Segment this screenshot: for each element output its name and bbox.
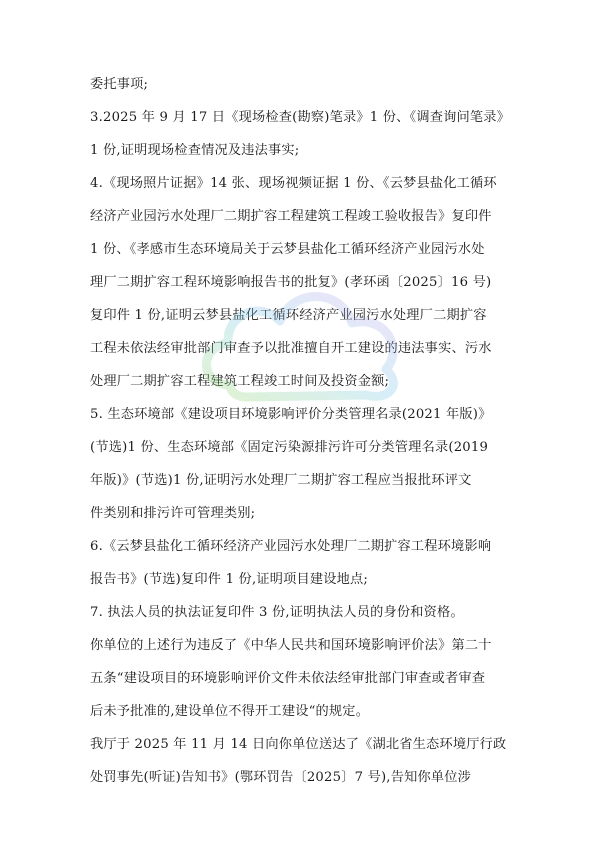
text-line: 处理厂二期扩容工程建筑工程竣工时间及投资金额; bbox=[90, 374, 390, 389]
text-line: 6.《云梦县盐化工循环经济产业园污水处理厂二期扩容工程环境影响 bbox=[90, 539, 492, 554]
text-line: 工程未依法经审批部门审查予以批准擅自开工建设的违法事实、污水 bbox=[90, 341, 492, 356]
text-line: 你单位的上述行为违反了《中华人民共和国环境影响评价法》第二十 bbox=[90, 638, 492, 653]
text-line: 年版)》(节选)1 份,证明污水处理厂二期扩容工程应当报批环评文 bbox=[90, 473, 472, 488]
text-line: (节选)1 份、生态环境部《固定污染源排污许可分类管理名录(2019 bbox=[90, 440, 489, 455]
text-line: 委托事项; bbox=[90, 77, 149, 92]
text-line: 5. 生态环境部《建设项目环境影响评价分类管理名录(2021 年版)》 bbox=[90, 407, 492, 422]
text-line: 4.《现场照片证据》14 张、现场视频证据 1 份、《云梦县盐化工循环 bbox=[90, 176, 497, 191]
text-line: 经济产业园污水处理厂二期扩容工程建筑工程竣工验收报告》复印件 bbox=[90, 209, 492, 224]
text-line: 五条“建设项目的环境影响评价文件未依法经审批部门审查或者审查 bbox=[90, 671, 486, 686]
text-line: 件类别和排污许可管理类别; bbox=[90, 506, 256, 521]
text-line: 我厅于 2025 年 11 月 14 日向你单位送达了《湖北省生态环境厅行政 bbox=[90, 737, 507, 752]
text-line: 复印件 1 份,证明云梦县盐化工循环经济产业园污水处理厂二期扩容 bbox=[90, 308, 487, 323]
text-line: 1 份、《孝感市生态环境局关于云梦县盐化工循环经济产业园污水处 bbox=[90, 242, 485, 257]
text-line: 理厂二期扩容工程环境影响报告书的批复》(孝环函〔2025〕16 号) bbox=[90, 275, 492, 290]
text-line: 3.2025 年 9 月 17 日《现场检查(勘察)笔录》1 份、《调查询问笔录》 bbox=[90, 110, 511, 125]
text-line: 7. 执法人员的执法证复印件 3 份,证明执法人员的身份和资格。 bbox=[90, 605, 464, 620]
text-line: 后未予批准的,建设单位不得开工建设“的规定。 bbox=[90, 704, 370, 719]
text-line: 1 份,证明现场检查情况及违法事实; bbox=[90, 143, 300, 158]
text-line: 报告书》(节选)复印件 1 份,证明项目建设地点; bbox=[90, 572, 369, 587]
text-line: 处罚事先(听证)告知书》(鄂环罚告〔2025〕7 号),告知你单位涉 bbox=[90, 770, 472, 785]
